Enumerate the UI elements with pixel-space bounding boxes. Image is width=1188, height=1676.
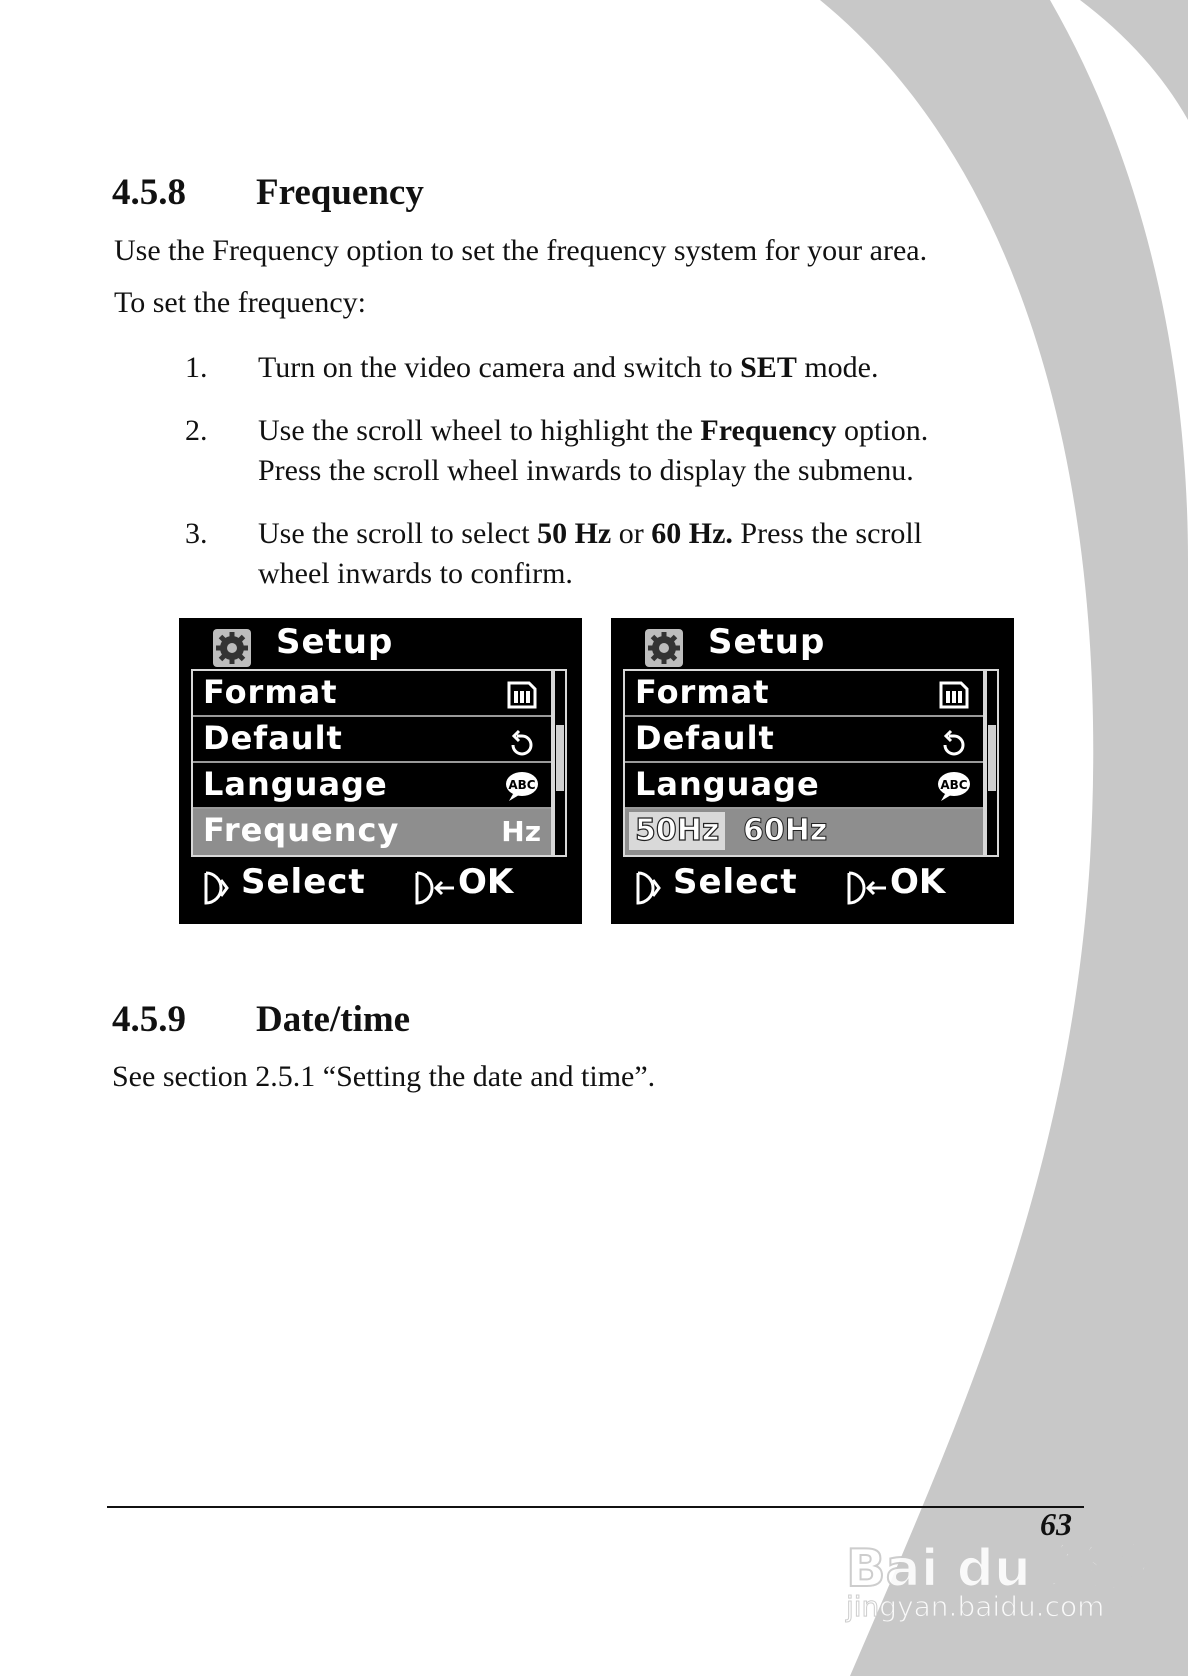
footer-rule xyxy=(107,1506,1084,1508)
menu-item-frequency[interactable]: Frequency Hz xyxy=(193,809,551,855)
setup-menu-list xyxy=(623,669,985,857)
menu-item-format[interactable]: Format xyxy=(625,671,983,717)
setup-menu-list xyxy=(191,669,553,857)
menu-scrollbar[interactable] xyxy=(553,669,567,857)
step-number: 1. xyxy=(185,351,208,384)
menu-scrollbar[interactable] xyxy=(985,669,999,857)
section-number: 4.5.9 xyxy=(112,999,186,1040)
menu-item-default[interactable]: Default xyxy=(193,717,551,763)
step-text: Turn on the video camera and switch to SET mode. xyxy=(258,351,879,384)
reset-default-icon xyxy=(935,723,973,757)
scroll-wheel-select-icon xyxy=(203,870,237,906)
baidu-watermark-url: jingyan.baidu.com xyxy=(846,1590,1105,1623)
baidu-watermark-logo: Bai du 经验 xyxy=(846,1539,1153,1599)
gear-icon xyxy=(212,628,252,668)
step-number: 2. xyxy=(185,414,208,447)
menu-item-default[interactable]: Default xyxy=(625,717,983,763)
date-time-paragraph: See section 2.5.1 “Setting the date and time”. xyxy=(112,1060,656,1093)
step-text: Use the scroll wheel to highlight the Frequency option. xyxy=(258,414,929,447)
menu-item-language[interactable]: Language ABC xyxy=(193,763,551,809)
menu-item-format[interactable]: Format xyxy=(193,671,551,717)
reset-default-icon xyxy=(503,723,541,757)
intro-paragraph: Use the Frequency option to set the frequency system for your area. xyxy=(114,234,928,267)
svg-text:ABC: ABC xyxy=(508,778,536,792)
lead-paragraph: To set the frequency: xyxy=(114,286,366,319)
screen-footer-hints: Select OK xyxy=(203,856,573,916)
camera-screen-frequency-submenu xyxy=(611,618,1014,924)
scrollbar-thumb[interactable] xyxy=(988,725,996,791)
language-abc-icon xyxy=(503,769,541,803)
menu-item-language[interactable]: Language ABC xyxy=(625,763,983,809)
press-ok-icon xyxy=(414,870,458,906)
step-text: Use the scroll to select 50 Hz or 60 Hz. Press the scroll xyxy=(258,517,923,550)
option-60hz[interactable]: 60Hz xyxy=(743,813,828,848)
format-card-icon xyxy=(503,677,541,711)
press-ok-icon xyxy=(846,870,890,906)
step-text-line2: wheel inwards to confirm. xyxy=(258,557,573,590)
language-abc-icon xyxy=(935,769,973,803)
scrollbar-thumb[interactable] xyxy=(556,725,564,791)
screen-footer-hints: Select OK xyxy=(635,856,1005,916)
frequency-options-row xyxy=(625,809,983,855)
format-card-icon xyxy=(935,677,973,711)
svg-text:ABC: ABC xyxy=(940,778,968,792)
section-title: Frequency xyxy=(256,172,424,213)
camera-screen-setup-menu xyxy=(179,618,582,924)
page-number: 63 xyxy=(1040,1506,1072,1542)
step-text-line2: Press the scroll wheel inwards to display the submenu. xyxy=(258,454,914,487)
screen-title: Setup xyxy=(708,622,826,662)
gear-icon xyxy=(644,628,684,668)
section-number: 4.5.8 xyxy=(112,172,186,213)
section-title: Date/time xyxy=(256,999,411,1040)
scroll-wheel-select-icon xyxy=(635,870,669,906)
screen-title: Setup xyxy=(276,622,394,662)
frequency-unit-label: Hz xyxy=(501,815,541,848)
step-number: 3. xyxy=(185,517,208,550)
option-50hz[interactable]: 50Hz xyxy=(629,812,725,850)
